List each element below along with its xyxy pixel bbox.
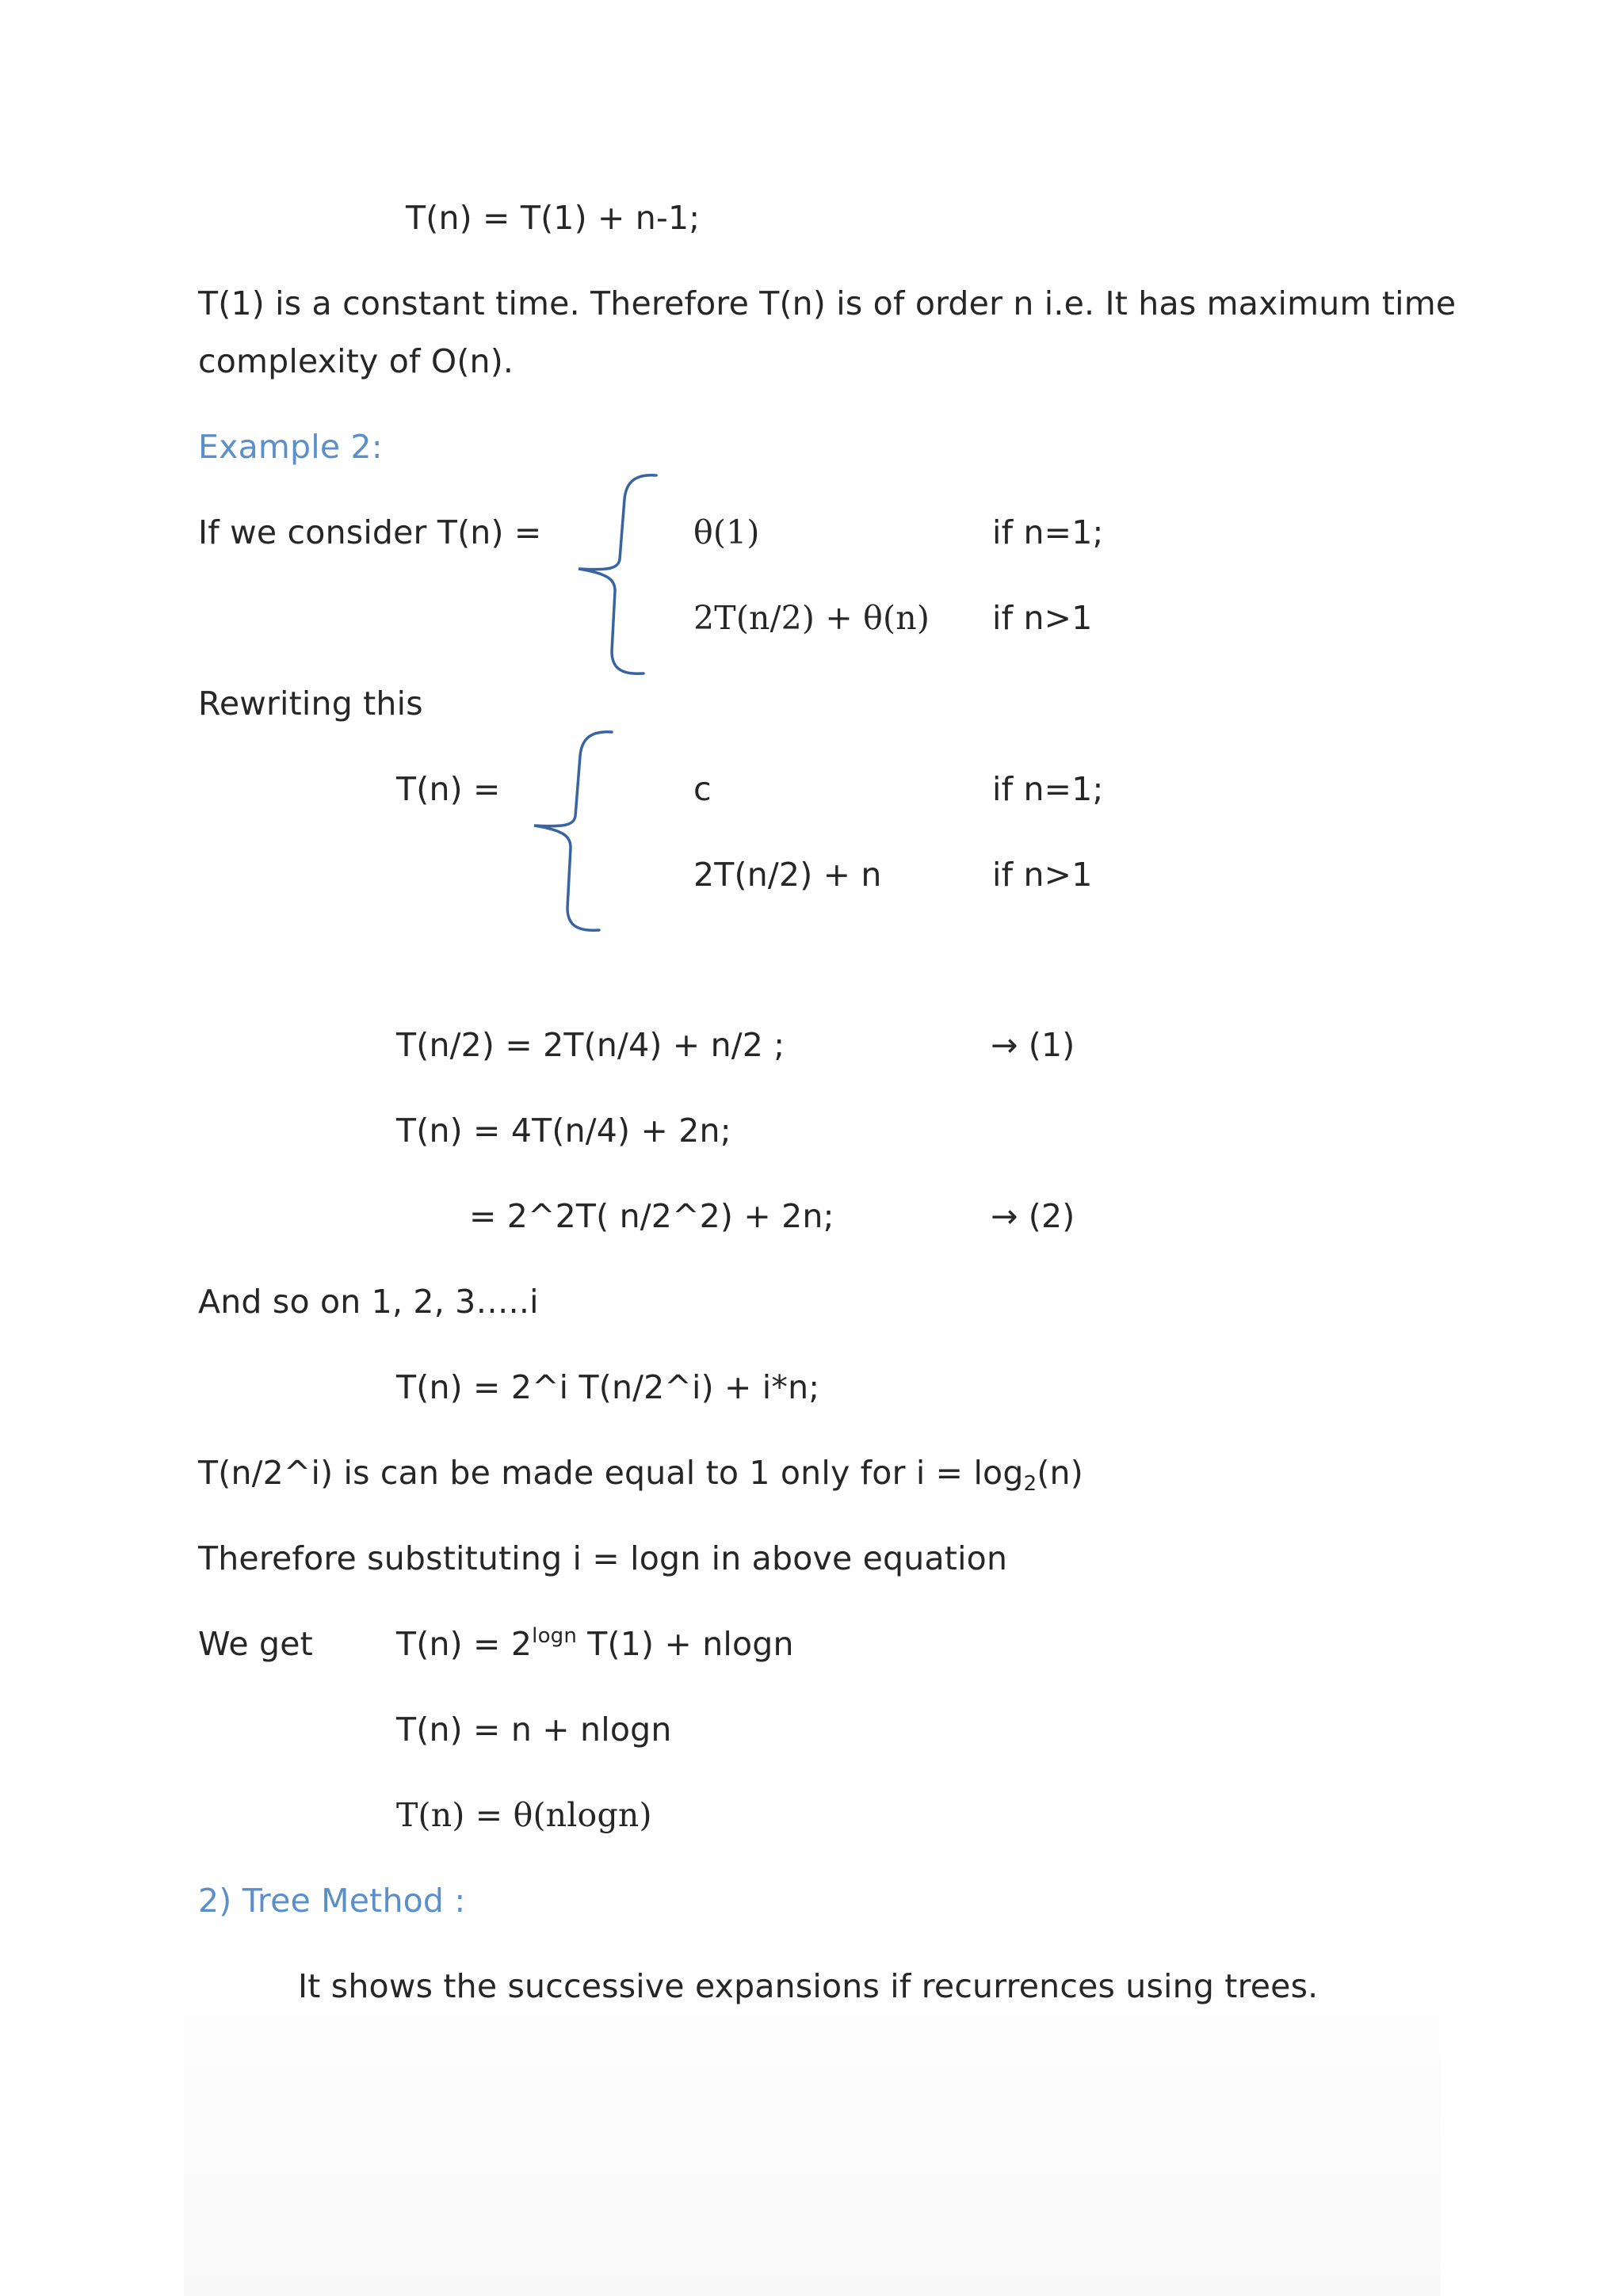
condition-n-greater-1: if n>1 xyxy=(992,599,1093,637)
case-c: c xyxy=(693,770,712,808)
case-2t-plus-n: 2T(n/2) + n xyxy=(693,856,882,894)
text-and-so-on: And so on 1, 2, 3…..i xyxy=(198,1283,539,1321)
equation-tn-4t: T(n) = 4T(n/4) + 2n; xyxy=(396,1112,731,1150)
text-substituting: Therefore substituting i = logn in above equation xyxy=(198,1539,1008,1577)
equation-tn-t1: T(n) = T(1) + n-1; xyxy=(406,199,701,237)
equation-2-power-2: = 2^2T( n/2^2) + 2n; xyxy=(469,1197,834,1235)
equation-tn-half: T(n/2) = 2T(n/4) + n/2 ; xyxy=(396,1026,785,1064)
text-condition-log: T(n/2^i) is can be made equal to 1 only for i = log2(n) xyxy=(198,1454,1083,1496)
reference-1: → (1) xyxy=(991,1026,1075,1064)
text-if-we-consider: If we consider T(n) = xyxy=(198,513,542,551)
equation-n-plus-nlogn: T(n) = n + nlogn xyxy=(396,1711,672,1749)
paragraph-constant-time: T(1) is a constant time. Therefore T(n) is of order n i.e. It has maximum time xyxy=(198,284,1457,322)
left-brace-icon xyxy=(526,729,613,935)
text-we-get: We get xyxy=(198,1625,313,1663)
equation-general-i: T(n) = 2^i T(n/2^i) + i*n; xyxy=(396,1368,820,1406)
heading-tree-method: 2) Tree Method : xyxy=(198,1882,466,1920)
paragraph-complexity: complexity of O(n). xyxy=(198,342,514,380)
paragraph-tree-description: It shows the successive expansions if recurrences using trees. xyxy=(298,1967,1319,2005)
text-tn-equals: T(n) = xyxy=(396,770,501,808)
left-brace-icon xyxy=(571,472,658,678)
condition-n-equals-1-rewritten: if n=1; xyxy=(992,770,1104,808)
heading-example-2: Example 2: xyxy=(198,428,383,466)
condition-n-greater-1-rewritten: if n>1 xyxy=(992,856,1093,894)
equation-theta-nlogn: T(n) = θ(nlogn) xyxy=(396,1796,652,1834)
condition-n-equals-1: if n=1; xyxy=(992,513,1104,551)
text-rewriting: Rewriting this xyxy=(198,685,423,723)
case-theta-1: θ(1) xyxy=(693,513,760,551)
equation-2-logn: $T(n) = 2^{logn}$ T(1) + nlogn xyxy=(396,1624,794,1663)
reference-2: → (2) xyxy=(991,1197,1075,1235)
case-2t-theta-n: 2T(n/2) + θ(n) xyxy=(693,599,930,637)
